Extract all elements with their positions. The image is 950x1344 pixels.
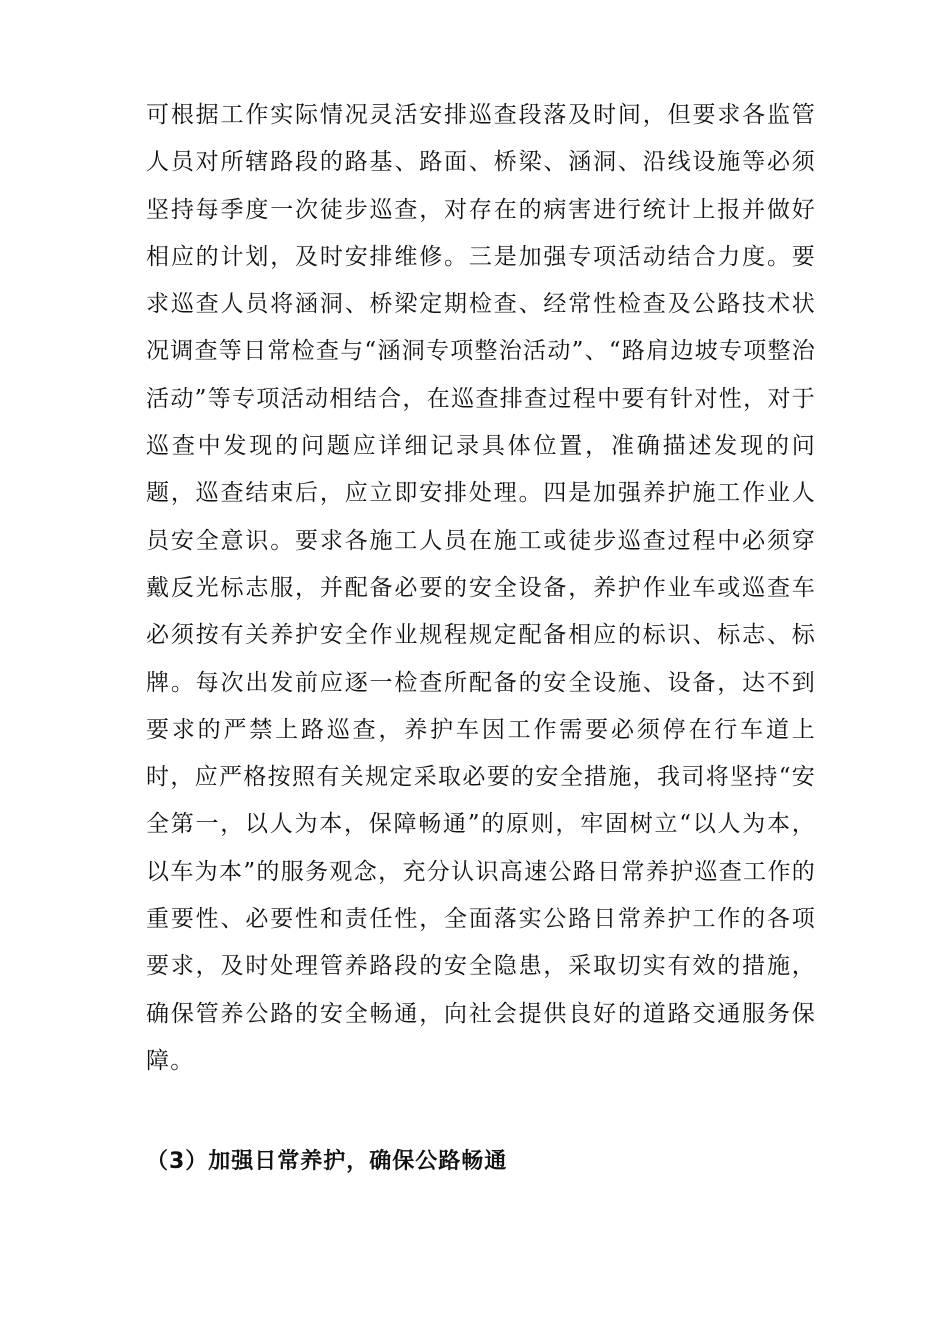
section-heading: （3）加强日常养护，确保公路畅通: [146, 1149, 508, 1174]
body-paragraph: 可根据工作实际情况灵活安排巡查段落及时间，但要求各监管人员对所辖路段的路基、路面、桥梁、涵洞、沿线设施等必须坚持每季度一次徒步巡查，对存在的病害进行统计上报并做好相应的计划，及时安排维修。三是加强专项活动结合力度。要求巡查人员将涵洞、桥梁定期检查、经常性检查及公路技术状况调查等日常检查与“涵洞专项整治活动”、“路肩边坡专项整治活动”等专项活动相结合，在巡查排查过程中要有针对性，对于巡查中发现的问题应详细记录具体位置，准确描述发现的问题，巡查结束后，应立即安排处理。四是加强养护施工作业人员安全意识。要求各施工人员在施工或徒步巡查过程中必须穿戴反光标志服，并配备必要的安全设备，养护作业车或巡查车必须按有关养护安全作业规程规定配备相应的标识、标志、标牌。每次出发前应逐一检查所配备的安全设施、设备，达不到要求的严禁上路巡查，养护车因工作需要必须停在行车道上时，应严格按照有关规定采取必要的安全措施，我司将坚持“安全第一，以人为本，保障畅通”的原则，牢固树立“以人为本，以车为本”的服务观念，充分认识高速公路日常养护巡查工作的重要性、必要性和责任性，全面落实公路日常养护工作的各项要求，及时处理管养路段的安全隐患，采取切实有效的措施，确保管养公路的安全畅通，向社会提供良好的道路交通服务保障。: [146, 102, 816, 1074]
